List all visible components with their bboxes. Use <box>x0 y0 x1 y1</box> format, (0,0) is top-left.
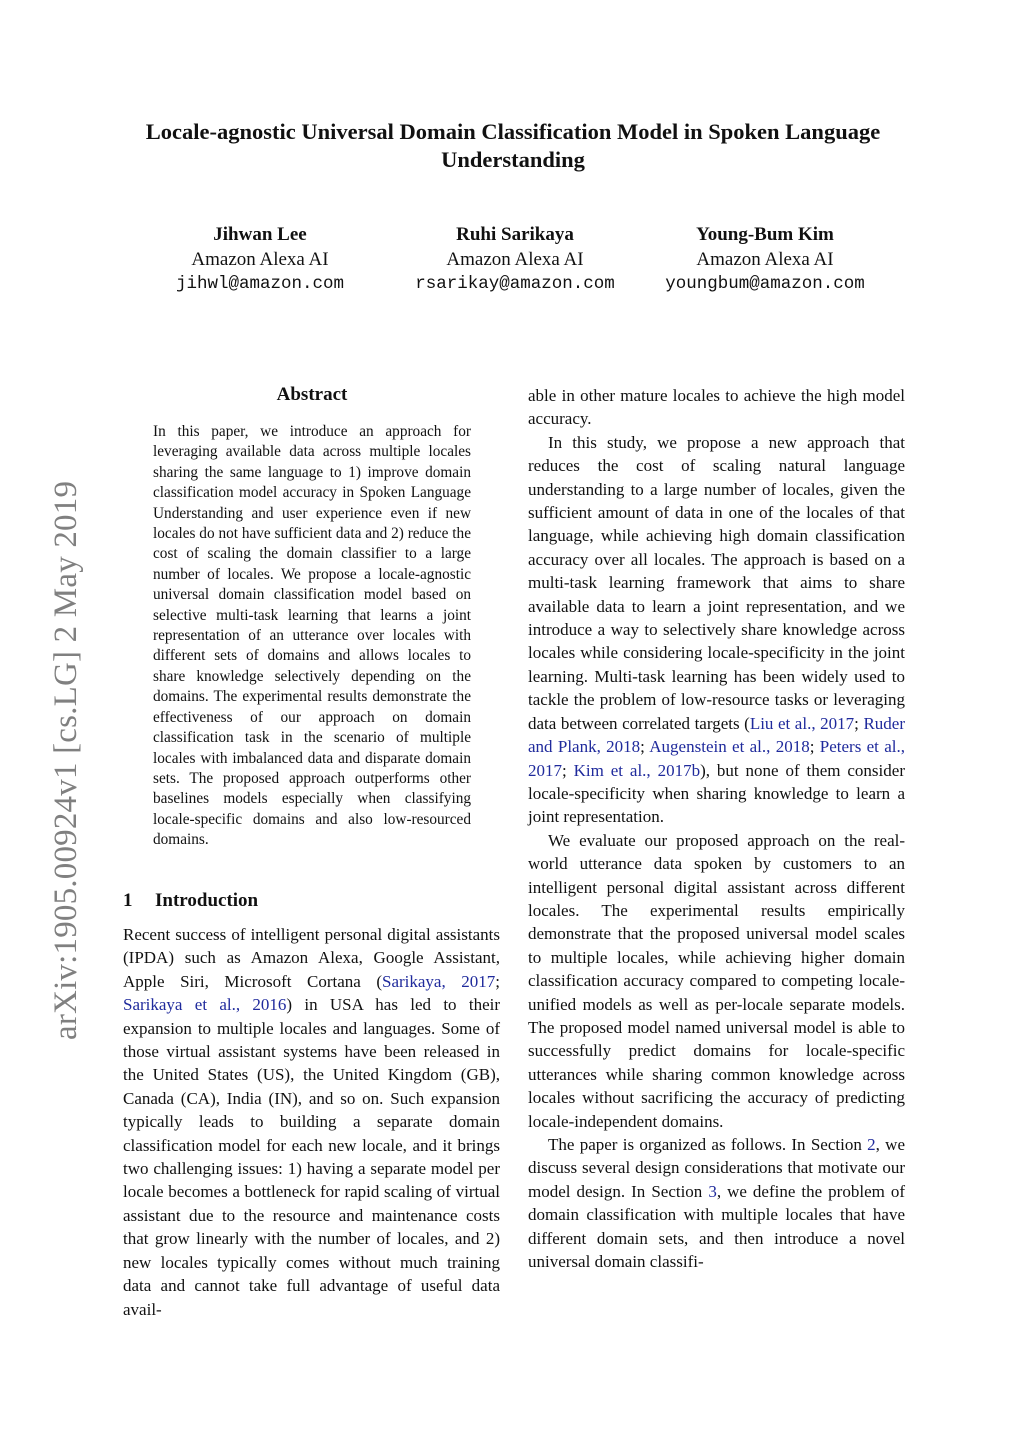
author-affiliation: Amazon Alexa AI <box>446 249 584 270</box>
section-title: Introduction <box>155 890 259 911</box>
author-email: youngbum@amazon.com <box>665 274 865 294</box>
intro-paragraph-4: The paper is organized as follows. In Section 2, we discuss several design considerations that motivate our model design. In Section 3, we define the problem of domain classification with multiple locales that have different domain sets, and then introduce a novel universal domain classifi- <box>528 1135 906 1272</box>
author-block <box>145 222 375 297</box>
citation-link[interactable]: Augenstein et al., 2018 <box>649 737 810 757</box>
intro-paragraph-1: Recent success of intelligent personal digital assistants (IPDA) such as Amazon Alexa, Google Assistant, Apple Siri, Microsoft Cortana (Sarikaya, 2017; Sarikaya et al., 2016) in USA has led to their expansion to multiple locales and languages. Some of those virtual assistant systems have been released in the United States (US), the United Kingdom (GB), Canada (CA), India (IN), and so on. Such expansion typically leads to building a separate domain classification model for each new locale, and it brings two challenging issues: 1) having a separate model per locale becomes a bottleneck for rapid scaling of virtual assistant due to the resource and maintenance costs that grow linearly with the number of locales, and 2) new locales typically comes without much training data and cannot take full advantage of useful data avail- <box>123 925 500 1319</box>
left-column <box>123 923 500 1321</box>
arxiv-identifier: arXiv:1905.00924v1 [cs.LG] 2 May 2019 <box>48 480 84 1040</box>
section-reference-link[interactable]: 2 <box>867 1135 876 1154</box>
abstract-text: In this paper, we introduce an approach for leveraging available data across multiple locales sharing the same language to 1) improve domain classification model accuracy in Spoken Language Understanding and user experience even if new locales do not have sufficient data and 2) reduce the cost of scaling the domain classifier to a large number of locales. We propose a locale-agnostic universal domain classification model based on selective multi-task learning that learns a joint representation of an utterance over locales with different sets of domains and allows locales to share knowledge selectively depending on the domains. The experimental results demonstrate the effectiveness of our approach on domain classification task in the scenario of multiple locales with imbalanced data and disparate domain sets. The proposed approach outperforms other baselines models especially when classifying locale-specific domains and also low-resourced domains. <box>153 423 471 849</box>
author-block <box>385 222 645 297</box>
intro-paragraph-3: We evaluate our proposed approach on the real-world utterance data spoken by customers to an intelligent personal digital assistant across different locales. The experimental results empirically demonstrate that the proposed universal model scales to multiple locales, while achieving higher domain classification accuracy compared to competing locale-unified models as well as per-locale separate models. The proposed model named universal model is able to successfully predict domains for locale-specific utterances while sharing common knowledge across locales without sacrificing the accuracy of predicting locale-independent domains. <box>528 830 905 1131</box>
citation-link[interactable]: Sarikaya et al., 2016 <box>123 995 287 1015</box>
right-column <box>528 384 905 1273</box>
citation-link[interactable]: Peters et al., 2017 <box>528 737 905 780</box>
author-email: rsarikay@amazon.com <box>415 274 615 294</box>
author-email: jihwl@amazon.com <box>175 274 345 294</box>
citation-link[interactable]: Kim et al., 2017b <box>573 760 701 780</box>
author-name: Ruhi Sarikaya <box>456 224 574 245</box>
section-number: 1 <box>123 890 133 911</box>
author-affiliation: Amazon Alexa AI <box>696 249 834 270</box>
author-name: Jihwan Lee <box>213 224 307 245</box>
abstract-heading: Abstract <box>276 384 348 405</box>
paper-title: Locale-agnostic Universal Domain Classification Model in Spoken Language Understanding <box>145 119 881 172</box>
citation-link[interactable]: Liu et al., 2017 <box>749 713 855 733</box>
citation-link[interactable]: Ruder and Plank, 2018 <box>528 713 905 757</box>
citation-link[interactable]: Sarikaya, 2017 <box>382 971 496 991</box>
intro-paragraph-2: In this study, we propose a new approach that reduces the cost of scaling natural language understanding to a large number of locales, given the sufficient amount of data in one of the locales of that language, while achieving high domain classification accuracy over all locales. The approach is based on a multi-task learning framework that aims to share available data to learn a joint representation, and we introduce a way to selectively share knowledge across locales while considering locale-specificity in the joint learning. Multi-task learning has been widely used to tackle the problem of low-resource tasks or leveraging data between correlated targets (Liu et al., 2017; Ruder and Plank, 2018; Augenstein et al., 2018; Peters et al., 2017; Kim et al., 2017b), but none of them consider locale-specificity when sharing knowledge to learn a joint representation. <box>528 432 905 827</box>
author-affiliation: Amazon Alexa AI <box>191 249 329 270</box>
section-reference-link[interactable]: 3 <box>708 1181 717 1201</box>
section-heading-introduction <box>123 889 503 913</box>
intro-paragraph-1-continued: able in other mature locales to achieve the high model accuracy. <box>528 386 905 429</box>
author-name: Young-Bum Kim <box>696 224 834 245</box>
author-block <box>640 222 890 297</box>
